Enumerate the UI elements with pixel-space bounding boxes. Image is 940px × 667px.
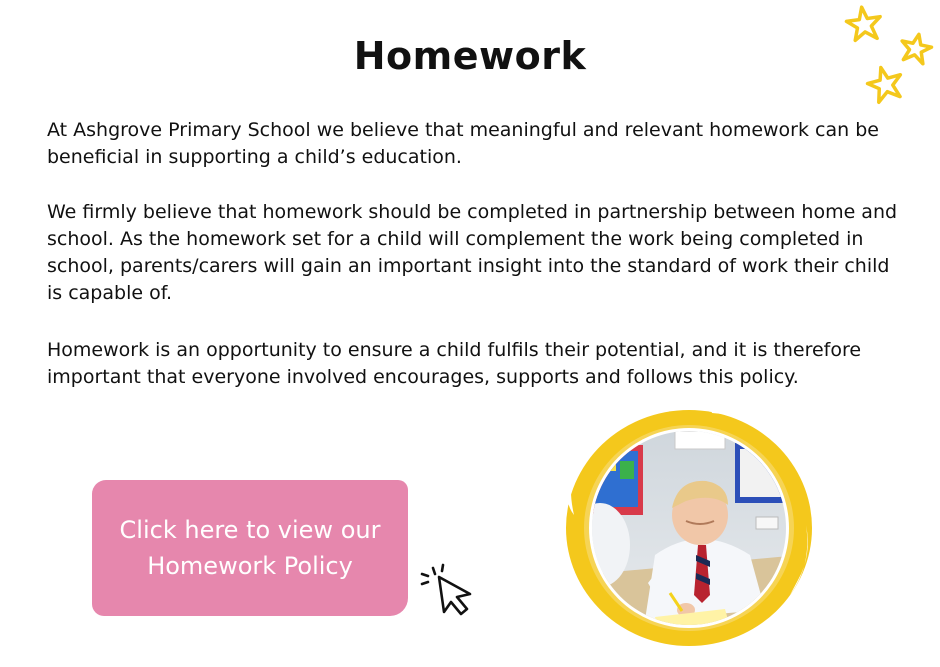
intro-paragraph: At Ashgrove Primary School we believe that meaningful and relevant homework can be beneficial in supporting a child’s education. xyxy=(47,119,879,168)
partnership-paragraph: We firmly believe that homework should be completed in partnership between home and school. As the homework set for a child will complement the work being completed in school, parents/carers will gain an important insight into the standard of work their child is capable of. xyxy=(47,201,898,304)
potential-paragraph: Homework is an opportunity to ensure a child fulfils their potential, and it is therefore important that everyone involved encourages, supports and follows this policy. xyxy=(47,339,862,388)
homework-policy-button[interactable] xyxy=(92,480,408,616)
cursor-click-icon xyxy=(418,560,480,618)
classroom-photo xyxy=(560,405,818,653)
star-icon xyxy=(838,2,940,117)
page-title: Homework xyxy=(353,34,587,78)
homework-policy-button-label: Click here to view our Homework Policy xyxy=(119,516,381,580)
